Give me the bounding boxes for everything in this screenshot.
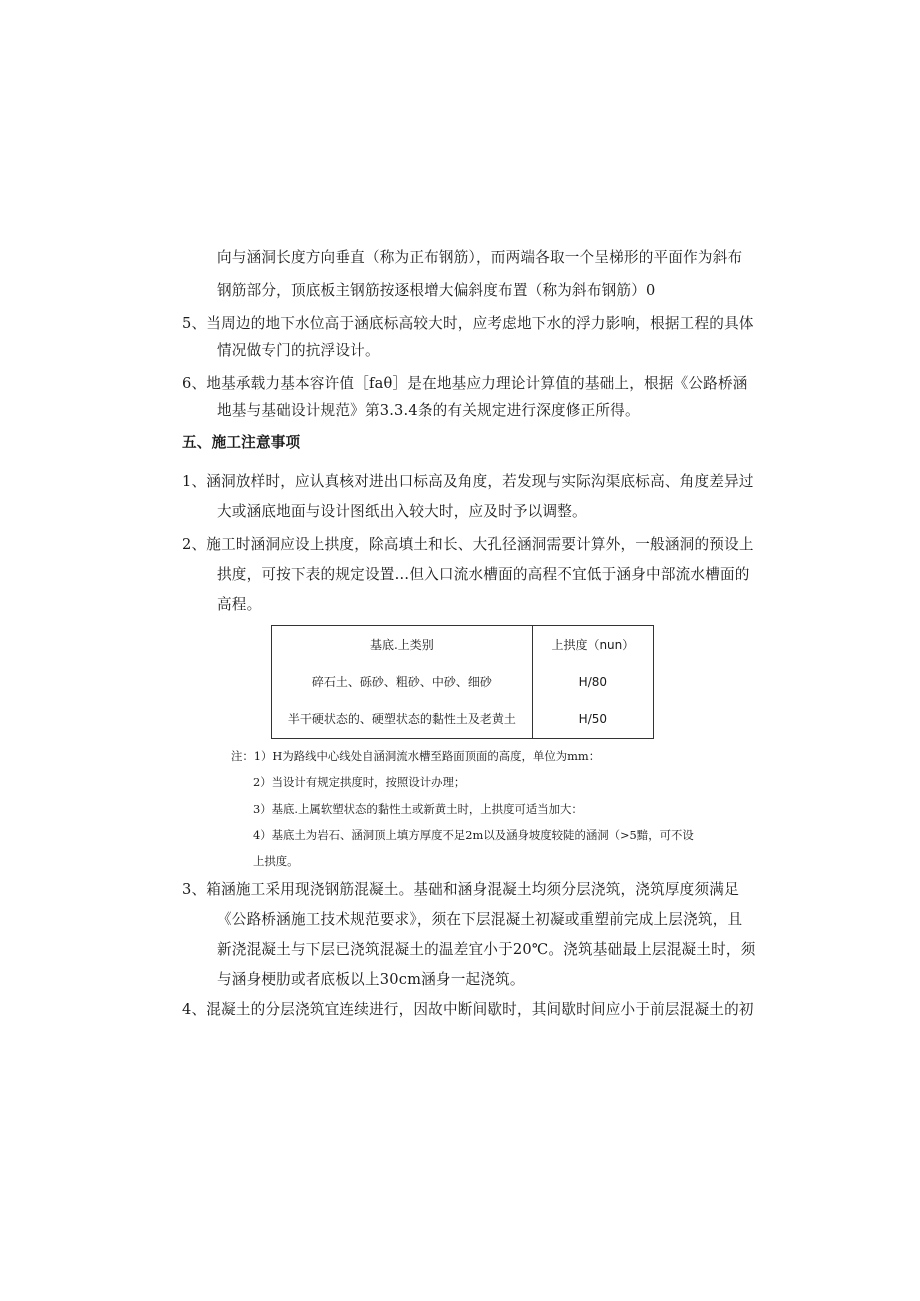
table-header-cell: 上拱度（nun） — [532, 626, 653, 664]
paragraph-line: 大或涵底地面与设计图纸出入较大时，应及时予以调整。 — [217, 503, 587, 520]
section-heading: 五、施工注意事项 — [182, 434, 301, 451]
paragraph-line: 新浇混凝土与下层已浇筑混凝土的温差宜小于20℃。浇筑基础最上层混凝土时，须 — [217, 941, 756, 958]
table-header-row — [272, 626, 654, 664]
paragraph-line: 2、施工时涵洞应设上拱度，除高填土和长、大孔径涵洞需要计算外，一般涵洞的预设上 — [182, 536, 754, 553]
paragraph-line: 《公路桥涵施工技术规范要求》，须在下层混凝土初凝或重塑前完成上层浇筑，且 — [217, 911, 743, 928]
paragraph-line: 情况做专门的抗浮设计。 — [217, 342, 380, 359]
paragraph-line: 向与涵洞长度方向垂直（称为正布钢筋），而两端各取一个呈梯形的平面作为斜布 — [217, 249, 743, 266]
camber-table — [271, 625, 654, 739]
paragraph-line: 1、涵洞放样时，应认真核对进出口标高及角度，若发现与实际沟渠底标高、角度差异过 — [182, 473, 754, 490]
table-row — [272, 664, 654, 701]
paragraph-line: 3、箱涵施工采用现浇钢筋混凝土。基础和涵身混凝土均须分层浇筑，浇筑厚度须满足 — [182, 881, 739, 898]
table-row — [272, 700, 654, 738]
table-note: 4）基底土为岩石、涵洞顶上填方厚度不足2m以及涵身坡度较陡的涵洞（>5黯，可不设 — [253, 828, 694, 842]
table-cell: 碎石土、砾砂、粗砂、中砂、细砂 — [272, 664, 533, 701]
paragraph-line: 拱度，可按下表的规定设置…但入口流水槽面的高程不宜低于涵身中部流水槽面的 — [217, 566, 750, 583]
paragraph-line: 高程。 — [217, 596, 262, 613]
paragraph-line: 4、混凝土的分层浇筑宜连续进行，因故中断间歇时，其间歇时间应小于前层混凝土的初 — [182, 1001, 754, 1018]
paragraph-line: 与涵身梗肋或者底板以上30cm涵身一起浇筑。 — [217, 971, 525, 988]
table-cell: H/80 — [532, 664, 653, 701]
table-note: 3）基底.上属软塑状态的黏性土或新黄土时，上拱度可适当加大： — [253, 802, 583, 816]
table-header-cell: 基底.上类别 — [272, 626, 533, 664]
paragraph-line: 5、当周边的地下水位高于涵底标高较大时，应考虑地下水的浮力影响，根据工程的具体 — [182, 315, 754, 332]
paragraph-line: 钢筋部分，顶底板主钢筋按逐根增大偏斜度布置（称为斜布钢筋）0 — [217, 282, 656, 299]
table-note: 2）当设计有规定拱度时，按照设计办理； — [253, 775, 466, 789]
paragraph-line: 地基与基础设计规范》第3.3.4条的有关规定进行深度修正所得。 — [217, 402, 640, 419]
table-note: 上拱度。 — [253, 854, 299, 868]
table-note: 注：1）H为路线中心线处自涵洞流水槽至路面顶面的高度，单位为mm： — [231, 749, 601, 763]
paragraph-line: 6、地基承载力基本容许值［faθ］是在地基应力理论计算值的基础上，根据《公路桥涵 — [182, 375, 748, 392]
table-cell: H/50 — [532, 700, 653, 738]
table-cell: 半干硬状态的、硬塑状态的黏性土及老黄土 — [272, 700, 533, 738]
